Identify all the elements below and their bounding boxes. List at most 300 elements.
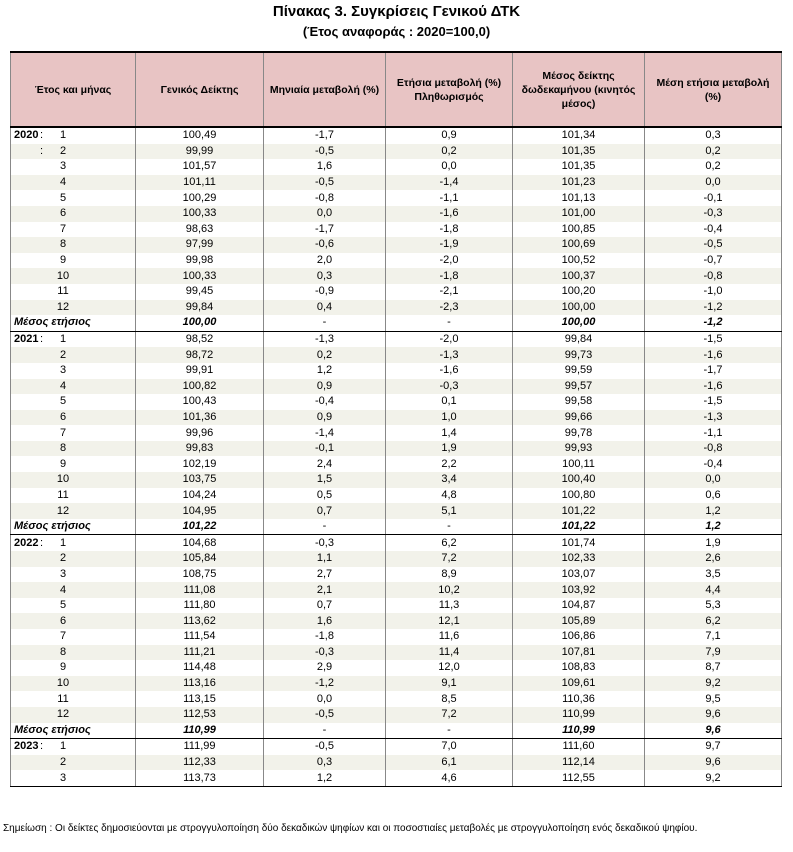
cell-annual-change: 7,0 — [386, 739, 513, 755]
cell-moving-average: 101,22 — [513, 503, 645, 519]
table-row — [11, 159, 782, 175]
cell-period — [11, 707, 136, 723]
cell-average-annual-change: -1,6 — [645, 347, 782, 363]
cell-month: 7 — [59, 630, 67, 643]
cell-average-annual-change: 9,5 — [645, 691, 782, 707]
cell-colon: : — [40, 129, 44, 142]
cell-period — [11, 629, 136, 645]
cell-general-index: 110,99 — [136, 723, 264, 739]
cell-annual-change: -2,0 — [386, 331, 513, 347]
cell-general-index: 113,62 — [136, 613, 264, 629]
header-period: Έτος και μήνας — [11, 52, 136, 127]
cell-monthly-change: 0,3 — [264, 268, 386, 284]
cell-annual-change: -1,6 — [386, 363, 513, 379]
table-row — [11, 598, 782, 614]
cell-monthly-change: 1,1 — [264, 551, 386, 567]
cell-month: 2 — [59, 348, 67, 361]
cell-general-index: 113,15 — [136, 691, 264, 707]
cell-moving-average: 102,33 — [513, 551, 645, 567]
cell-colon: : — [40, 536, 44, 549]
cell-monthly-change: - — [264, 315, 386, 331]
cell-annual-change: 3,4 — [386, 472, 513, 488]
table-row — [11, 222, 782, 238]
cell-moving-average: 100,80 — [513, 488, 645, 504]
cell-monthly-change: -0,5 — [264, 739, 386, 755]
cell-annual-change: - — [386, 519, 513, 535]
cell-moving-average: 99,78 — [513, 425, 645, 441]
cell-moving-average: 100,00 — [513, 300, 645, 316]
cell-moving-average: 101,34 — [513, 127, 645, 144]
cell-period — [11, 127, 136, 144]
cell-annual-change: -1,1 — [386, 190, 513, 206]
cell-annual-change: -2,0 — [386, 253, 513, 269]
table-row — [11, 582, 782, 598]
cell-period — [11, 755, 136, 771]
cell-month: 12 — [56, 708, 70, 721]
cell-average-annual-change: -0,8 — [645, 268, 782, 284]
cell-annual-change: 5,1 — [386, 503, 513, 519]
footnote: Σημείωση : Οι δείκτες δημοσιεύονται με στρογγυλοποίηση δύο δεκαδικών ψηφίων και οι ποσοστιαίες μεταβολές με στρογγυλοποίηση ενός δεκαδικού ψηφίου. — [3, 823, 698, 834]
cell-moving-average: 103,07 — [513, 567, 645, 583]
cell-moving-average: 105,89 — [513, 613, 645, 629]
cell-monthly-change: 0,2 — [264, 347, 386, 363]
cell-average-annual-change: -0,5 — [645, 237, 782, 253]
cell-annual-change: -0,3 — [386, 379, 513, 395]
cell-annual-change: -1,8 — [386, 268, 513, 284]
cell-monthly-change: -1,7 — [264, 127, 386, 144]
cell-moving-average: 110,36 — [513, 691, 645, 707]
cell-monthly-change: 0,7 — [264, 503, 386, 519]
cell-annual-change: -1,8 — [386, 222, 513, 238]
cell-general-index: 100,43 — [136, 394, 264, 410]
cell-average-annual-change: -0,7 — [645, 253, 782, 269]
cell-monthly-change: -0,6 — [264, 237, 386, 253]
cell-moving-average: 109,61 — [513, 676, 645, 692]
cell-average-annual-change: -1,2 — [645, 300, 782, 316]
cell-general-index: 98,52 — [136, 331, 264, 347]
table-row — [11, 347, 782, 363]
cell-month: 1 — [59, 333, 67, 346]
cell-general-index: 104,95 — [136, 503, 264, 519]
cell-general-index: 103,75 — [136, 472, 264, 488]
cell-period — [11, 363, 136, 379]
cell-annual-change: 1,9 — [386, 441, 513, 457]
cell-monthly-change: 1,6 — [264, 159, 386, 175]
cell-month: 7 — [59, 426, 67, 439]
cell-month: 8 — [59, 645, 67, 658]
header-moving-average: Μέσος δείκτης δωδεκαμήνου (κινητός μέσος) — [513, 52, 645, 127]
table-row — [11, 472, 782, 488]
cell-month: 6 — [59, 207, 67, 220]
cell-period — [11, 660, 136, 676]
cell-annual-change: -2,1 — [386, 284, 513, 300]
cell-annual-change: 11,6 — [386, 629, 513, 645]
row-label: Μέσος ετήσιος — [11, 723, 136, 739]
cell-moving-average: 100,11 — [513, 456, 645, 472]
cell-average-annual-change: -1,5 — [645, 331, 782, 347]
cell-general-index: 112,53 — [136, 707, 264, 723]
cell-average-annual-change: 4,4 — [645, 582, 782, 598]
cell-year: 2020 — [14, 129, 39, 142]
cell-monthly-change: 2,4 — [264, 456, 386, 472]
cell-period — [11, 739, 136, 755]
cell-moving-average: 101,22 — [513, 519, 645, 535]
cell-monthly-change: -1,4 — [264, 425, 386, 441]
cell-month: 2 — [59, 552, 67, 565]
table-row — [11, 488, 782, 504]
cell-average-annual-change: 9,6 — [645, 755, 782, 771]
cell-average-annual-change: -1,2 — [645, 315, 782, 331]
cell-general-index: 101,11 — [136, 175, 264, 191]
cell-month: 1 — [59, 129, 67, 142]
cell-annual-change: 10,2 — [386, 582, 513, 598]
cell-moving-average: 99,66 — [513, 410, 645, 426]
cell-general-index: 104,68 — [136, 535, 264, 551]
cell-period — [11, 379, 136, 395]
cell-moving-average: 99,73 — [513, 347, 645, 363]
cell-moving-average: 99,93 — [513, 441, 645, 457]
table-row — [11, 503, 782, 519]
cell-annual-change: 12,1 — [386, 613, 513, 629]
table-body — [11, 127, 782, 786]
cell-moving-average: 108,83 — [513, 660, 645, 676]
cell-moving-average: 99,57 — [513, 379, 645, 395]
cell-moving-average: 101,35 — [513, 144, 645, 160]
cell-month: 9 — [59, 661, 67, 674]
table-row — [11, 676, 782, 692]
cell-moving-average: 111,60 — [513, 739, 645, 755]
cell-general-index: 97,99 — [136, 237, 264, 253]
cell-general-index: 108,75 — [136, 567, 264, 583]
cell-year: 2021 — [14, 333, 39, 346]
cell-general-index: 101,22 — [136, 519, 264, 535]
cell-monthly-change: 0,0 — [264, 206, 386, 222]
cell-monthly-change: 0,3 — [264, 755, 386, 771]
cell-monthly-change: -1,8 — [264, 629, 386, 645]
cell-month: 1 — [59, 740, 67, 753]
cell-monthly-change: 0,9 — [264, 410, 386, 426]
cell-annual-change: -2,3 — [386, 300, 513, 316]
cell-year: 2022 — [14, 536, 39, 549]
cell-general-index: 99,45 — [136, 284, 264, 300]
cell-general-index: 98,72 — [136, 347, 264, 363]
cell-monthly-change: 2,1 — [264, 582, 386, 598]
cell-period — [11, 175, 136, 191]
cell-average-annual-change: -0,3 — [645, 206, 782, 222]
cell-annual-change: 0,1 — [386, 394, 513, 410]
cell-period — [11, 159, 136, 175]
cell-period — [11, 598, 136, 614]
cell-general-index: 100,33 — [136, 268, 264, 284]
cell-moving-average: 112,14 — [513, 755, 645, 771]
cell-average-annual-change: 0,6 — [645, 488, 782, 504]
cell-annual-change: 4,6 — [386, 770, 513, 786]
table-row — [11, 707, 782, 723]
table-row — [11, 770, 782, 786]
cell-average-annual-change: 9,2 — [645, 770, 782, 786]
cell-moving-average: 99,58 — [513, 394, 645, 410]
cell-annual-change: 0,0 — [386, 159, 513, 175]
cell-annual-change: -1,3 — [386, 347, 513, 363]
cell-monthly-change: -0,1 — [264, 441, 386, 457]
cell-general-index: 111,99 — [136, 739, 264, 755]
cell-average-annual-change: -1,5 — [645, 394, 782, 410]
cell-month: 3 — [59, 364, 67, 377]
cell-month: 2 — [59, 144, 67, 157]
cell-average-annual-change: 1,2 — [645, 519, 782, 535]
cell-month: 4 — [59, 176, 67, 189]
cell-monthly-change: 1,2 — [264, 770, 386, 786]
cell-general-index: 99,83 — [136, 441, 264, 457]
cpi-table — [10, 51, 782, 787]
table-row — [11, 206, 782, 222]
cell-colon: : — [40, 333, 44, 346]
cell-period — [11, 410, 136, 426]
cell-period — [11, 488, 136, 504]
cell-colon: : — [40, 740, 44, 753]
cell-average-annual-change: 9,6 — [645, 707, 782, 723]
cell-general-index: 101,36 — [136, 410, 264, 426]
cell-moving-average: 100,52 — [513, 253, 645, 269]
cell-monthly-change: -0,5 — [264, 144, 386, 160]
cell-annual-change: 4,8 — [386, 488, 513, 504]
cell-period — [11, 456, 136, 472]
cell-average-annual-change: 2,6 — [645, 551, 782, 567]
cell-period — [11, 676, 136, 692]
annual-average-row — [11, 723, 782, 739]
cell-annual-change: 0,9 — [386, 127, 513, 144]
cell-period — [11, 567, 136, 583]
table-row — [11, 175, 782, 191]
cell-general-index: 113,16 — [136, 676, 264, 692]
cell-general-index: 100,49 — [136, 127, 264, 144]
cell-average-annual-change: 7,9 — [645, 645, 782, 661]
cell-annual-change: 0,2 — [386, 144, 513, 160]
cell-period — [11, 268, 136, 284]
cell-moving-average: 100,20 — [513, 284, 645, 300]
cell-moving-average: 100,40 — [513, 472, 645, 488]
cell-period — [11, 503, 136, 519]
cell-monthly-change: -0,8 — [264, 190, 386, 206]
table-row — [11, 660, 782, 676]
cell-average-annual-change: 1,2 — [645, 503, 782, 519]
table-row — [11, 739, 782, 755]
table-row — [11, 613, 782, 629]
cell-annual-change: 11,4 — [386, 645, 513, 661]
cell-monthly-change: -1,3 — [264, 331, 386, 347]
cell-moving-average: 101,74 — [513, 535, 645, 551]
cell-general-index: 99,96 — [136, 425, 264, 441]
cell-month: 8 — [59, 442, 67, 455]
cell-monthly-change: 0,5 — [264, 488, 386, 504]
cell-moving-average: 107,81 — [513, 645, 645, 661]
cell-monthly-change: - — [264, 723, 386, 739]
cell-annual-change: - — [386, 723, 513, 739]
cell-monthly-change: - — [264, 519, 386, 535]
cell-period — [11, 253, 136, 269]
cell-period — [11, 331, 136, 347]
cell-month: 5 — [59, 599, 67, 612]
cell-period — [11, 347, 136, 363]
table-row — [11, 691, 782, 707]
cell-month: 12 — [56, 504, 70, 517]
cell-monthly-change: 2,7 — [264, 567, 386, 583]
cell-month: 3 — [59, 771, 67, 784]
cell-moving-average: 103,92 — [513, 582, 645, 598]
table-row — [11, 535, 782, 551]
cell-average-annual-change: 0,2 — [645, 159, 782, 175]
cell-average-annual-change: -1,1 — [645, 425, 782, 441]
cell-general-index: 112,33 — [136, 755, 264, 771]
cell-annual-change: 6,1 — [386, 755, 513, 771]
cell-monthly-change: 1,5 — [264, 472, 386, 488]
cell-average-annual-change: 1,9 — [645, 535, 782, 551]
cell-average-annual-change: 0,2 — [645, 144, 782, 160]
table-subtitle: (Έτος αναφοράς : 2020=100,0) — [302, 24, 491, 39]
cell-moving-average: 99,59 — [513, 363, 645, 379]
cell-monthly-change: 1,2 — [264, 363, 386, 379]
cell-general-index: 114,48 — [136, 660, 264, 676]
cell-general-index: 99,84 — [136, 300, 264, 316]
cell-average-annual-change: 5,3 — [645, 598, 782, 614]
cell-general-index: 100,82 — [136, 379, 264, 395]
cell-moving-average: 100,00 — [513, 315, 645, 331]
cell-monthly-change: 0,9 — [264, 379, 386, 395]
table-row — [11, 425, 782, 441]
table-row — [11, 268, 782, 284]
cell-monthly-change: 0,7 — [264, 598, 386, 614]
table-row — [11, 629, 782, 645]
cell-period — [11, 535, 136, 551]
cell-month: 12 — [56, 300, 70, 313]
cell-general-index: 100,33 — [136, 206, 264, 222]
cell-annual-change: 9,1 — [386, 676, 513, 692]
table-row — [11, 394, 782, 410]
cell-annual-change: 1,4 — [386, 425, 513, 441]
table-row — [11, 363, 782, 379]
cell-year: 2023 — [14, 740, 39, 753]
table-row — [11, 284, 782, 300]
cell-moving-average: 110,99 — [513, 723, 645, 739]
cell-average-annual-change: -0,4 — [645, 222, 782, 238]
cell-average-annual-change: 7,1 — [645, 629, 782, 645]
cell-moving-average: 100,37 — [513, 268, 645, 284]
cell-month: 9 — [59, 254, 67, 267]
table-row — [11, 300, 782, 316]
table-row — [11, 331, 782, 347]
header-monthly-change: Μηνιαία μεταβολή (%) — [264, 52, 386, 127]
cell-month: 7 — [59, 222, 67, 235]
table-header-row — [11, 52, 782, 127]
cell-month: 4 — [59, 583, 67, 596]
cell-month: 8 — [59, 238, 67, 251]
cell-annual-change: -1,6 — [386, 206, 513, 222]
cell-month: 10 — [56, 677, 70, 690]
cell-monthly-change: 0,4 — [264, 300, 386, 316]
cell-period — [11, 394, 136, 410]
cell-annual-change: 2,2 — [386, 456, 513, 472]
cell-general-index: 113,73 — [136, 770, 264, 786]
table-title: Πίνακας 3. Συγκρίσεις Γενικού ΔΤΚ — [272, 3, 521, 20]
cell-month: 5 — [59, 395, 67, 408]
cell-general-index: 99,98 — [136, 253, 264, 269]
cell-moving-average: 104,87 — [513, 598, 645, 614]
cell-monthly-change: -0,9 — [264, 284, 386, 300]
cell-average-annual-change: -1,7 — [645, 363, 782, 379]
cell-period — [11, 472, 136, 488]
table-row — [11, 567, 782, 583]
cell-general-index: 100,00 — [136, 315, 264, 331]
cell-general-index: 99,91 — [136, 363, 264, 379]
cell-average-annual-change: -0,1 — [645, 190, 782, 206]
cell-average-annual-change: -0,4 — [645, 456, 782, 472]
cell-month: 11 — [57, 692, 69, 705]
cell-period — [11, 613, 136, 629]
cell-average-annual-change: 8,7 — [645, 660, 782, 676]
cell-monthly-change: -0,5 — [264, 707, 386, 723]
cell-average-annual-change: 3,5 — [645, 567, 782, 583]
cell-general-index: 98,63 — [136, 222, 264, 238]
cell-annual-change: 7,2 — [386, 707, 513, 723]
cell-monthly-change: 0,0 — [264, 691, 386, 707]
cell-monthly-change: -0,5 — [264, 175, 386, 191]
cell-monthly-change: 1,6 — [264, 613, 386, 629]
cell-month: 6 — [59, 410, 67, 423]
table-row — [11, 253, 782, 269]
cell-period — [11, 300, 136, 316]
cell-period — [11, 551, 136, 567]
header-average-annual-change: Μέση ετήσια μεταβολή (%) — [645, 52, 782, 127]
table-row — [11, 144, 782, 160]
cell-moving-average: 101,13 — [513, 190, 645, 206]
cell-moving-average: 101,35 — [513, 159, 645, 175]
table-row — [11, 441, 782, 457]
row-label: Μέσος ετήσιος — [11, 519, 136, 535]
cell-month: 3 — [59, 567, 67, 580]
cell-month: 11 — [57, 488, 69, 501]
cell-average-annual-change: 9,2 — [645, 676, 782, 692]
table-row — [11, 190, 782, 206]
cell-moving-average: 99,84 — [513, 331, 645, 347]
cell-annual-change: 6,2 — [386, 535, 513, 551]
cell-average-annual-change: 0,0 — [645, 175, 782, 191]
row-label: Μέσος ετήσιος — [11, 315, 136, 331]
cell-month: 11 — [57, 285, 69, 298]
cell-month: 9 — [59, 457, 67, 470]
annual-average-row — [11, 519, 782, 535]
cell-annual-change: -1,9 — [386, 237, 513, 253]
cell-period — [11, 206, 136, 222]
cell-period — [11, 425, 136, 441]
cell-average-annual-change: -1,0 — [645, 284, 782, 300]
cell-monthly-change: -0,3 — [264, 535, 386, 551]
cell-monthly-change: -1,7 — [264, 222, 386, 238]
cell-moving-average: 100,85 — [513, 222, 645, 238]
cell-general-index: 111,21 — [136, 645, 264, 661]
cell-month: 1 — [59, 536, 67, 549]
cell-monthly-change: -0,3 — [264, 645, 386, 661]
cell-period — [11, 190, 136, 206]
cell-month: 10 — [56, 473, 70, 486]
cell-annual-change: 8,9 — [386, 567, 513, 583]
cell-general-index: 111,80 — [136, 598, 264, 614]
table-row — [11, 456, 782, 472]
cell-annual-change: 7,2 — [386, 551, 513, 567]
cell-period — [11, 691, 136, 707]
table-row — [11, 551, 782, 567]
cell-period — [11, 645, 136, 661]
header-general-index: Γενικός Δείκτης — [136, 52, 264, 127]
